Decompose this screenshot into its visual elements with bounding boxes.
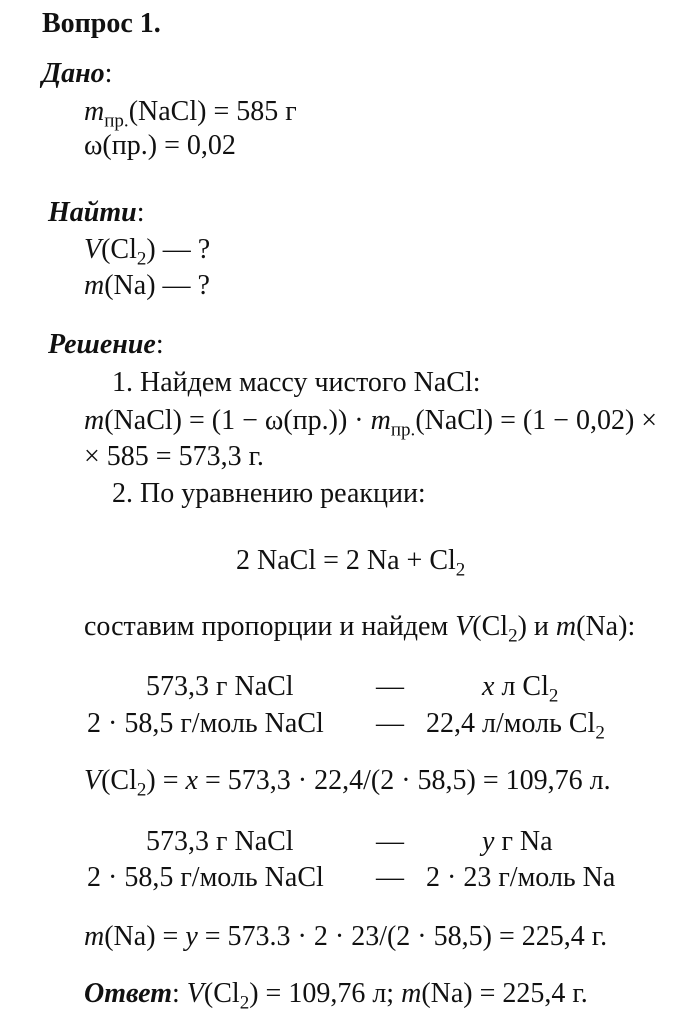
given-label: Дано [42, 58, 105, 89]
proportion-intro [84, 611, 636, 647]
answer-cl: (Cl [203, 978, 240, 1009]
proportion-2-row-1-unit: г Na [494, 826, 553, 857]
result-volume-symbol: V [84, 765, 102, 796]
proportion-2-row-1-left: 573,3 г NaCl [146, 826, 294, 857]
find-label: Найти [48, 197, 137, 228]
solution-heading [48, 329, 164, 361]
proportion-1-row-1-right [482, 671, 559, 707]
result-mass-y: y [185, 921, 198, 952]
answer-line [84, 978, 588, 1014]
proportion-na: (Na): [576, 611, 636, 642]
proportion-2-row-1-right [482, 826, 553, 858]
find-colon: : [136, 197, 145, 228]
solution-label: Решение [48, 329, 156, 360]
proportion-intro-text: составим пропорции и найдем [84, 611, 456, 642]
find-volume-question: ) — ? [146, 234, 211, 265]
proportion-1-x: x [482, 671, 495, 702]
proportion-1-row-1-unit: л Cl [494, 671, 549, 702]
formula-part-a: (NaCl) = (1 − ω(пр.)) · [104, 405, 371, 436]
formula-m2-symbol: m [370, 405, 391, 436]
result-mass [84, 921, 607, 953]
given-mass-symbol: m [84, 96, 105, 127]
answer-m-symbol: m [401, 978, 422, 1009]
proportion-1-row-2-right [426, 708, 605, 744]
given-colon: : [104, 58, 113, 89]
formula-part-b: (NaCl) = (1 − 0,02) × [415, 405, 658, 436]
find-mass-question: (Na) — ? [104, 270, 210, 301]
formula-pure-mass-continued: × 585 = 573,3 г. [84, 441, 264, 472]
find-mass-symbol: m [84, 270, 105, 301]
find-volume-symbol: V [84, 234, 102, 265]
given-mass-subscript: пр. [104, 110, 129, 132]
result-mass-symbol: m [84, 921, 105, 952]
proportion-cl-open: (Cl [472, 611, 509, 642]
proportion-1-row-1-subscript: 2 [548, 685, 559, 707]
answer-mass: (Na) = 225,4 г. [421, 978, 588, 1009]
proportion-2-y: y [482, 826, 495, 857]
formula-m-symbol: m [84, 405, 105, 436]
formula-pure-mass [84, 405, 658, 441]
result-volume-subscript: 2 [136, 779, 147, 801]
result-volume-cl: (Cl [101, 765, 137, 796]
proportion-2-row-2-dash: — [376, 862, 404, 893]
solution-colon: : [155, 329, 164, 360]
proportion-2-row-1-dash: — [376, 826, 404, 857]
result-mass-na: (Na) = [104, 921, 186, 952]
proportion-2-row-2-left: 2 · 58,5 г/моль NaCl [87, 862, 324, 893]
proportion-1-row-1-dash: — [376, 671, 404, 702]
proportion-v-symbol: V [455, 611, 473, 642]
result-volume-calc: = 573,3 · 22,4/(2 · 58,5) = 109,76 л. [197, 765, 611, 796]
question-title: Вопрос 1. [42, 8, 161, 39]
find-mass [84, 270, 210, 302]
answer-label: Ответ [84, 978, 173, 1009]
solution-step-2: 2. По уравнению реакции: [112, 478, 426, 509]
given-mass [84, 96, 297, 132]
answer-v-symbol: V [186, 978, 204, 1009]
proportion-2-row-2-right: 2 · 23 г/моль Na [426, 862, 616, 893]
reaction-equation [236, 545, 466, 581]
proportion-1-row-2-unit: 22,4 л/моль Cl [426, 708, 596, 739]
formula-subscript: пр. [390, 419, 416, 441]
result-volume-eq: ) = [146, 765, 186, 796]
reaction-equation-text: 2 NaCl = 2 Na + Cl [236, 545, 456, 576]
proportion-and: ) и [517, 611, 556, 642]
find-volume [84, 234, 211, 270]
proportion-1-row-2-subscript: 2 [595, 722, 605, 744]
result-volume-x: x [185, 765, 198, 796]
answer-volume: ) = 109,76 л; [249, 978, 402, 1009]
reaction-equation-subscript: 2 [455, 559, 466, 581]
result-volume [84, 765, 611, 801]
answer-subscript: 2 [239, 992, 250, 1014]
given-omega: ω(пр.) = 0,02 [84, 130, 236, 161]
proportion-1-row-2-dash: — [376, 708, 404, 739]
proportion-subscript: 2 [508, 625, 518, 647]
find-heading [48, 197, 144, 229]
answer-colon: : [172, 978, 187, 1009]
result-mass-calc: = 573.3 · 2 · 23/(2 · 58,5) = 225,4 г. [197, 921, 608, 952]
proportion-m-symbol: m [555, 611, 577, 642]
proportion-1-row-2-left: 2 · 58,5 г/моль NaCl [87, 708, 324, 739]
proportion-1-row-1-left: 573,3 г NaCl [146, 671, 294, 702]
given-mass-value: (NaCl) = 585 г [128, 96, 297, 127]
find-volume-subscript: 2 [136, 248, 147, 270]
find-volume-open: (Cl [101, 234, 137, 265]
given-heading [42, 58, 112, 90]
solution-step-1: 1. Найдем массу чистого NaCl: [112, 367, 481, 398]
